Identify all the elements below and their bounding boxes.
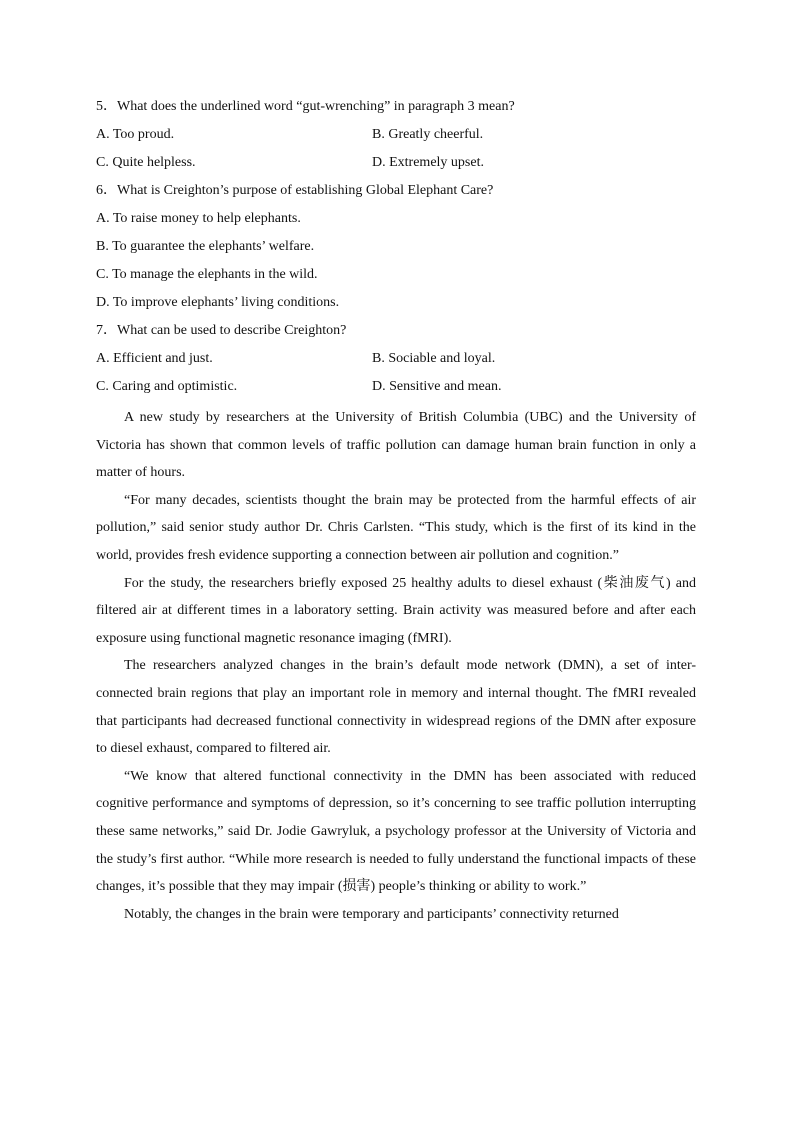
question-7-option-b: B. Sociable and loyal. <box>372 351 496 366</box>
question-6-option-a: A. To raise money to help elephants. <box>96 211 301 226</box>
question-7-option-c: C. Caring and optimistic. <box>96 379 238 394</box>
passage-paragraph-1: A new study by researchers at the University of British Columbia (UBC) and the University of Victoria has shown that common levels of traffic pollution can damage human brain function in only a matter of hours. <box>96 410 696 481</box>
question-5-options-row-2 <box>96 152 696 180</box>
passage-paragraph-4: The researchers analyzed changes in the brain’s default mode network (DMN), a set of inter-connected brain regions that play an important role in memory and internal thought. The fMRI revealed that participants had decreased functional connectivity in widespread regions of the DMN after exposure to diesel exhaust, compared to filtered air. <box>96 658 696 757</box>
question-7-options-row-1 <box>96 348 696 376</box>
question-7-option-d: D. Sensitive and mean. <box>372 379 502 394</box>
passage-paragraph-2: “For many decades, scientists thought the brain may be protected from the harmful effects of air pollution,” said senior study author Dr. Chris Carlsten. “This study, which is the first of its kind in the world, provides fresh evidence supporting a connection between air pollution and cognition.” <box>96 492 696 563</box>
question-7-stem: 7．What can be used to describe Creighton? <box>96 323 347 338</box>
question-5-option-d: D. Extremely upset. <box>372 155 484 170</box>
question-5-stem: 5．What does the underlined word “gut-wrenching” in paragraph 3 mean? <box>96 99 515 114</box>
question-5-options-row-1 <box>96 124 696 152</box>
question-5-option-c: C. Quite helpless. <box>96 155 196 170</box>
question-5-option-a: A. Too proud. <box>96 127 175 142</box>
question-7-options-row-2 <box>96 376 696 404</box>
question-6-option-b: B. To guarantee the elephants’ welfare. <box>96 239 315 254</box>
passage-paragraph-6: Notably, the changes in the brain were temporary and participants’ connectivity returned <box>124 906 619 922</box>
question-6-stem: 6．What is Creighton’s purpose of establishing Global Elephant Care? <box>96 183 494 198</box>
passage-paragraph-3: For the study, the researchers briefly exposed 25 healthy adults to diesel exhaust (柴油废气) and filtered air at different times in a laboratory setting. Brain activity was measured before and after each exposure using functional magnetic resonance imaging (fMRI). <box>96 575 696 646</box>
question-6-option-d: D. To improve elephants’ living conditions. <box>96 295 340 310</box>
question-7-option-a: A. Efficient and just. <box>96 351 213 366</box>
question-6-option-c: C. To manage the elephants in the wild. <box>96 267 318 282</box>
document-page <box>96 96 696 928</box>
question-5-option-b: B. Greatly cheerful. <box>372 127 484 142</box>
passage-paragraph-5: “We know that altered functional connectivity in the DMN has been associated with reduced cognitive performance and symptoms of depression, so it’s concerning to see traffic pollution interrupting these same networks,” said Dr. Jodie Gawryluk, a psychology professor at the University of Victoria and the study’s first author. “While more research is needed to fully understand the functional impacts of these changes, it’s possible that they may impair (损害) people’s thinking or ability to work.” <box>96 768 696 895</box>
